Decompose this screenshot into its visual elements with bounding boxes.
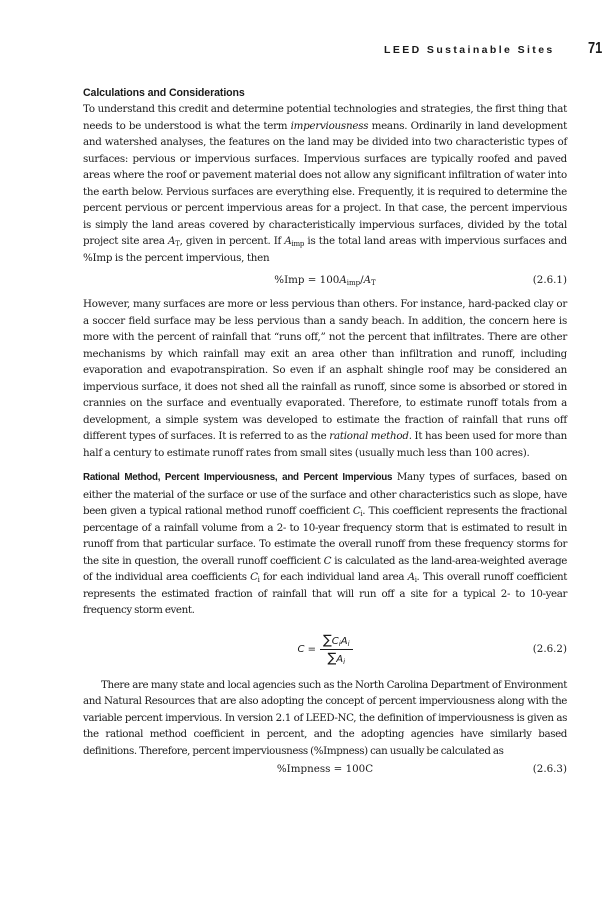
text-run: . This coefficient represents the fractional percentage of a rainfall volume from a 2- to 10-year frequency storm that is estimated to result in runoff from that particular surface. To estimate the overall runoff from these frequency storms for the site in question, the overall runoff coefficient	[83, 505, 567, 567]
emphasis-term: rational method	[329, 430, 409, 442]
subscript-t: T	[175, 240, 180, 248]
text-run: Many types of surfaces, based on either the material of the surface or use of the surface and other characteristics such as slope, have been given a typical rational method runoff coefficient	[83, 471, 567, 517]
equation-2-6-3	[83, 759, 567, 781]
running-head: LEED Sustainable Sites	[384, 44, 555, 56]
eq-subscript-i: i	[338, 639, 341, 648]
emphasis-term: imperviousness	[290, 119, 369, 132]
page-number: 71	[588, 40, 603, 57]
sum-symbol: ∑	[327, 650, 337, 666]
equation-expression	[83, 274, 567, 286]
fraction-numerator	[320, 633, 353, 650]
section-heading: Calculations and Considerations	[83, 87, 245, 99]
spacer	[83, 461, 567, 469]
eq-symbol-a: A	[340, 635, 348, 647]
sum-symbol: ∑	[323, 632, 332, 648]
equation-number: (2.6.1)	[532, 274, 567, 286]
text-run: for each individual land area	[259, 571, 408, 583]
subscript-imp: imp	[291, 240, 305, 248]
eq-subscript-i: i	[347, 639, 350, 648]
fraction-denominator	[320, 650, 353, 666]
text-run: means. Ordinarily in land development and watershed analyses, the features on the land may be divided into two characteristic types of surfaces: pervious or impervious surfaces. Impervious surfaces are typically roofed and paved areas where the roof or pavement material does not allow any significant infiltration of water into the earth below. Pervious surfaces are everything else. Frequently, it is required to determine the percent pervious or percent impervious areas for a project. In that case, the percent impervious is simply the land areas covered by characteristically impervious surfaces, divided by the total project site area	[83, 119, 567, 247]
subscript-i: i	[257, 576, 260, 584]
eq-subscript-t: T	[371, 279, 376, 287]
text-run: However, many surfaces are more or less pervious than others. For instance, hard-packed clay or a soccer field surface may be less pervious than a sandy beach. In addition, the concern here is more with the percent of rainfall that “runs off,” not the percent that infiltrates. There are other mechanisms by which rainfall may exit an area other than infiltration and runoff, including evaporation and evapotranspiration. So even if an asphalt shingle roof may be considered an impervious surface, it does not shed all the rainfall as runoff, since some is absorbed or stored in crannies on the surface and eventually evaporated. Therefore, to estimate runoff totals from a development, a simple system was developed to estimate the fraction of rainfall that runs off different types of surfaces. It is referred to as the	[83, 298, 567, 442]
paragraph-rational-method	[83, 296, 567, 461]
fraction	[320, 633, 353, 666]
eq-text: %Imp = 100	[274, 274, 340, 286]
equation-2-6-2	[83, 619, 567, 677]
run-in-heading: Rational Method, Percent Imperviousness, and Percent Impervious	[83, 472, 393, 483]
equation-expression: %Impness = 100C	[276, 763, 374, 775]
symbol-c: C	[352, 505, 361, 517]
eq-symbol-c: C	[331, 635, 339, 647]
symbol-a: A	[284, 235, 292, 247]
text-run: . This overall runoff coefficient represents the estimated fraction of rainfall that will run off a site for a typical 2- to 10-year frequency storm event.	[83, 571, 568, 616]
symbol-c: C	[323, 554, 332, 567]
eq-symbol-a: A	[336, 653, 344, 665]
symbol-c: C	[250, 571, 258, 583]
symbol-a: A	[168, 235, 176, 247]
eq-symbol-a: A	[339, 274, 347, 286]
eq-subscript-imp: imp	[346, 279, 361, 287]
eq-symbol-a: A	[363, 274, 372, 286]
paragraph-runoff-coefficient	[83, 469, 567, 619]
page-content	[83, 86, 567, 781]
equation-2-6-1	[83, 266, 567, 296]
subscript-i: i	[360, 510, 363, 518]
text-run: To understand this credit and determine potential technologies and strategies, the first thing that needs to be understood is what the term	[83, 103, 567, 132]
text-run: is calculated as the land-area-weighted average of the individual area coefficients	[83, 554, 567, 583]
symbol-a: A	[407, 571, 415, 583]
eq-lhs: C =	[297, 643, 317, 655]
text-run: is the total land areas with impervious surfaces and %Imp is the percent impervious, then	[83, 235, 567, 264]
subscript-i: i	[414, 576, 417, 584]
text-run: , given in percent. If	[179, 235, 285, 247]
equation-number: (2.6.3)	[532, 763, 567, 775]
eq-subscript-i: i	[343, 657, 346, 666]
text-run: . It has been used for more than half a century to estimate runoff rates from small sites (usually much less than 100 acres).	[83, 430, 567, 459]
paragraph-imperviousness	[83, 101, 567, 266]
equation-expression	[83, 633, 567, 666]
equation-number: (2.6.2)	[532, 642, 567, 655]
paragraph-percent-imperviousness: There are many state and local agencies such as the North Carolina Department of Environment and Natural Resources that are also adopting the concept of percent imperviousness along with the variable percent impervious. In version 2.1 of LEED-NC, the definition of imperviousness is given as the rational method coefficient in percent, and the adopting agencies have similarly based definitions. Therefore, percent imperviousness (%Impness) can usually be calculated as	[83, 678, 567, 757]
eq-slash: /	[360, 274, 364, 286]
